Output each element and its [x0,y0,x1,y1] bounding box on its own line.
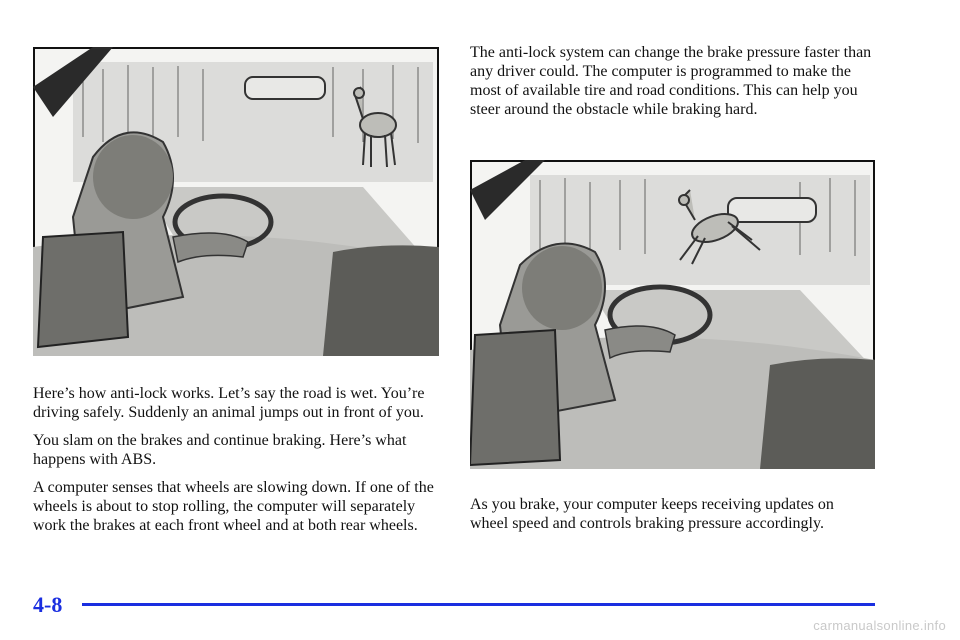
paragraph-brake-pressure: The anti‑lock system can change the brake pressure faster than any driver could. The computer is programmed to make the most of available tire and road conditions. This can help you steer around the obstacle while braking hard. [470,44,872,118]
watermark-text: carmanualsonline.info [813,618,946,633]
paragraph-slam-brakes: You slam on the brakes and continue braking. Here’s what happens with ABS. [33,432,407,468]
illustration-deer-leaping [470,160,875,469]
page-number: 4-8 [33,592,63,617]
left-column-text [33,384,438,544]
right-column-top-text [470,43,875,128]
driver-deer-drawing [33,47,439,356]
deer-leaping-drawing [470,160,875,469]
paragraph-wheel-speed: As you brake, your computer keeps receiving updates on wheel speed and controls braking pressure accordingly. [470,496,834,532]
paragraph-road-wet: Here’s how anti‑lock works. Let’s say the road is wet. You’re driving safely. Suddenly an animal jumps out in front of you. [33,385,425,421]
right-column-bottom-text [470,495,875,542]
paragraph-computer-senses: A computer senses that wheels are slowing down. If one of the wheels is about to stop rolling, the computer will separately work the brakes at each front wheel and at both rear wheels. [33,479,434,534]
footer-divider [82,603,875,606]
illustration-driver-sees-deer [33,47,439,356]
